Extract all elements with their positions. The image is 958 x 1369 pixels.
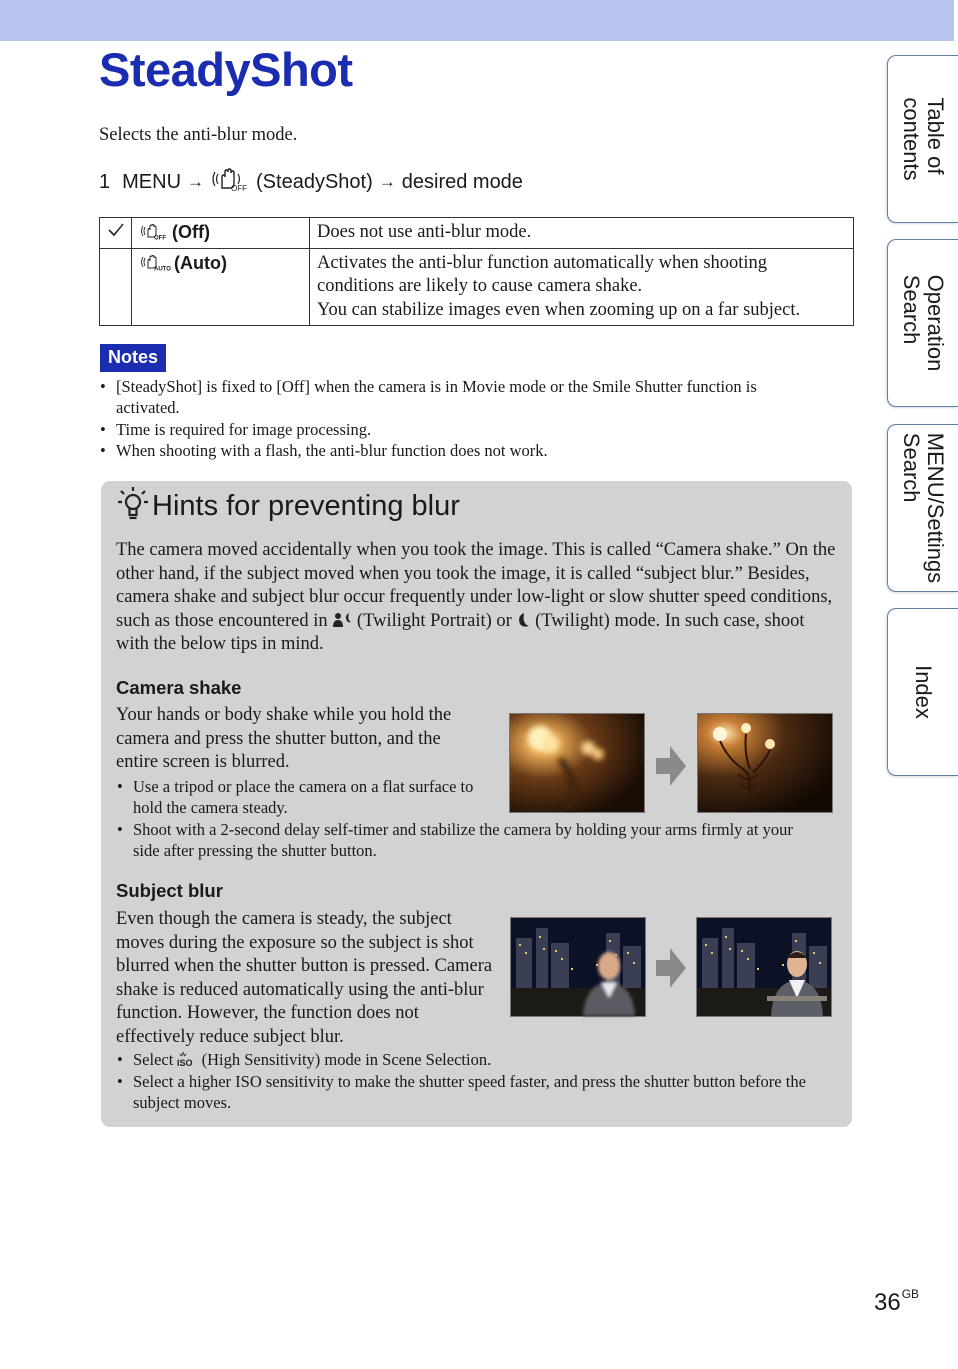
svg-text:OFF: OFF [154,235,166,242]
mode-name: (Auto) [174,252,227,273]
hints-intro: The camera moved accidentally when you took the image. This is called “Camera shake.” On the other hand, if the subject moved when you took the image, it is called “subject blur.” Besides, camera shake and subject blur occur frequently under low-light or slow shutter speed conditions, such as those encountered in (Twilight Portrait) or (Twilight) mode. In such case, shoot with the below tips in mind. [116,540,836,654]
list-item: • Time is required for image processing. [99,419,819,440]
list-item: • Use a tripod or place the camera on a flat surface to hold the camera steady. [116,776,493,818]
list-item: • When shooting with a flash, the anti-blur function does not work. [99,440,819,461]
page-number: $36^{GB}$ [874,1287,920,1316]
hint-lightbulb-icon [116,485,150,525]
subject-blur-heading: Subject blur [116,880,223,901]
steadyshot-auto-icon [139,253,169,271]
tab-label: Operation Search [899,274,948,372]
menu-label: MENU [122,170,182,193]
subject-blur-tips [116,1049,836,1113]
page-suffix: GB [901,1287,920,1301]
tab-index[interactable] [887,608,958,776]
menu-step [99,166,523,198]
arrow-right-icon [656,948,686,988]
notes-label: Notes [100,344,166,372]
steadyshot-off-icon [210,166,250,198]
hints-heading [116,485,460,525]
tab-label: Index [911,665,936,719]
notes-list [99,376,819,462]
tab-menu-settings-search[interactable] [887,424,958,592]
table-row [100,218,854,249]
default-check-cell [100,218,132,249]
hints-title: Hints for preventing blur [152,490,460,522]
table-row [100,248,854,326]
header-bar [0,0,954,41]
svg-text:OFF: OFF [231,184,248,193]
target-label: desired mode [401,170,523,193]
checkmark-icon [108,223,124,237]
list-item: • Select ISO (High Sensitivity) mode in Scene Selection. [116,1049,836,1070]
list-item: • Select a higher ISO sensitivity to make the shutter speed faster, and press the shutter button before the subject moves. [116,1071,836,1113]
page-intro: Selects the anti-blur mode. [99,125,298,145]
camera-shake-text: Your hands or body shake while you hold the camera and press the shutter button, and the entire screen is blurred. [116,705,452,772]
blurred-portrait-photo [510,917,646,1017]
tab-label: Table of contents [899,97,948,181]
high-sensitivity-icon [177,1051,197,1067]
step-number: 1 [99,170,111,193]
mode-name: (Off) [172,222,210,242]
mode-name-cell [132,218,310,249]
twilight-portrait-icon [332,611,352,628]
mode-description: Does not use anti-blur mode. [310,218,854,249]
mode-table [99,217,854,326]
list-item: • Shoot with a 2-second delay self-timer and stabilize the camera by holding your arms firmly at your side after pressing the shutter button. [116,819,806,861]
tab-operation-search[interactable] [887,239,958,407]
list-item: • [SteadyShot] is fixed to [Off] when the camera is in Movie mode or the Smile Shutter function is activated. [99,376,819,418]
arrow-icon: → [187,172,205,191]
arrow-icon: → [378,172,396,191]
blurred-lamp-photo [509,713,645,813]
svg-text:ISO: ISO [177,1058,193,1068]
sharp-portrait-photo [696,917,832,1017]
steadyshot-off-icon [139,222,167,240]
mode-name-cell [132,248,310,326]
hints-panel [101,481,852,1127]
setting-label: (SteadyShot) [256,170,373,193]
camera-shake-heading: Camera shake [116,677,242,698]
page-title: SteadyShot [99,43,353,96]
twilight-moon-icon [516,612,530,628]
tab-table-of-contents[interactable] [887,55,958,223]
check-cell [100,248,132,326]
tab-label: MENU/Settings Search [899,432,948,584]
subject-blur-text: Even though the camera is steady, the subject moves during the exposure so the subject is shot blurred when the shutter button is pressed. Camera shake is reduced automatically using the anti-blur function. However, the function does not effectively reduce subject blur. [116,909,493,1047]
arrow-right-icon [656,746,686,786]
svg-text:AUTO: AUTO [154,266,171,272]
sharp-lamp-photo [697,713,833,813]
mode-description: Activates the anti-blur function automatically when shooting conditions are likely to cause camera shake. You can stabilize images even when zooming up on a far subject. [310,248,854,326]
